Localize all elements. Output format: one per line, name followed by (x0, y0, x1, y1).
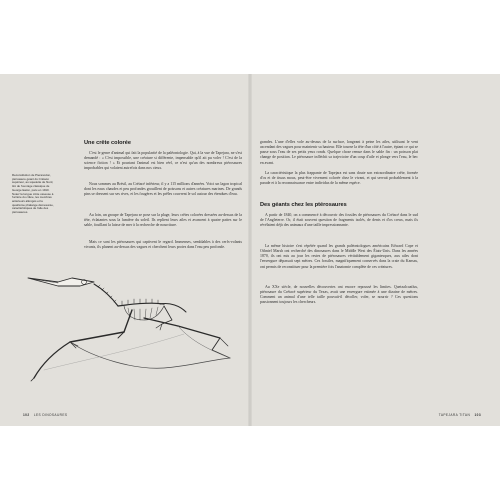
section-heading: Une crête colorée (84, 140, 131, 146)
section-heading: Des géants chez les ptérosaures (260, 202, 347, 208)
running-title: LES DINOSAURES (33, 413, 68, 417)
left-page (0, 74, 250, 426)
paragraph: Mais ce sont les ptérosaures qui captivent le regard. Immenses, semblables à des cerfs-volants vivants, ils planent au-dessus des vagues et cherchent leurs proies dans l'eau peu profonde. (84, 240, 242, 250)
book-spread (0, 74, 500, 426)
paragraph: Au loin, un groupe de Tapejara se pose sur la plage, leurs crêtes colorées dressées au-dessus de la tête, éclatantes sous la lumière du soleil. Ils replient leurs ailes et avancent à quatre pattes sur le sable, fouillant la laisse de mer à la recherche de nourriture. (84, 213, 242, 228)
paragraph: Nous sommes au Brésil, au Crétacé inférieur, il y a 115 millions d'années. Voici un lagon tropical dont les eaux chaudes et peu profondes grouillent de poissons et autres créatures marines. De grands pins se dressent sur ses rives, et les fougères et les prêles couvrent le sol autour des étendues d'eau. (84, 182, 242, 197)
right-page (250, 74, 500, 426)
figure-caption: Reconstitution de Pteranodon, ptérosaure géant du Crétacé supérieur, au squelette de Nord, tiré de l'ouvrage classique de George Eaton, paru en 1910. Notez la longue crête osseuse à l'arrière du crâne, les membres antérieurs allongés et la quatrième phalange démesurée, caractéristiques de l'aile des ptérosaures. (12, 173, 54, 215)
paragraph: grandes. L'une d'elles vole au-dessus de la surface, longeant à peine les ailes, utilisant le vent ascendant des vagues pour maintenir sa hauteur. Elle tourne la tête d'un côté à l'autre, épiant ce qui se passe sous l'eau de ses petits yeux ronds. Quelque chose remue dans le sable fin : un poisson plat change de position. Le ptérosaure infléchit sa trajectoire d'un coup d'aile et plonge vers l'eau, le bec en avant. (260, 140, 418, 165)
paragraph: Au XXe siècle, de nouvelles découvertes ont encore repoussé les limites. Quetzalcoatlus, ptérosaure du Crétacé supérieur du Texas, avait une envergure estimée à une dizaine de mètres. Comment un animal d'une telle taille pouvait-il décoller, voler, se nourrir ? Ces questions passionnent toujours les chercheurs. (260, 285, 418, 305)
page-footer (20, 413, 67, 417)
pteranodon-skeleton-illustration (14, 242, 244, 390)
running-title: TAPEJARA TITAN (438, 413, 471, 417)
page-number: 103 (474, 413, 481, 417)
paragraph: À partir de 1840, on a commencé à découvrir des fossiles de ptérosaures du Crétacé dans le sud de l'Angleterre. Or, il était souvent question de fragments isolés, de dents et d'os creux, mais ils révélaient déjà des animaux d'une taille impressionnante. (260, 213, 418, 228)
page-number: 102 (23, 413, 30, 417)
paragraph: La caractéristique la plus frappante de Tapejara est sans doute son extraordinaire crête, formée d'os et de tissus mous, peut-être vivement colorée chez le vivant, et qui servait probablement à la parade et à la reconnaissance entre individus de la même espèce. (260, 171, 418, 186)
page-footer (439, 413, 484, 417)
paragraph: C'est le genre d'animal qui fait la popularité de la paléontologie. Qui, à la vue de Tapejara, ne s'est demandé : « C'est impossible, une créature si différente, impensable qu'il ait pu voler ! C'est de la science fiction ! » Et pourtant l'animal est bien réel, ce n'est qu'un des nombreux ptérosaures improbables qui volaient autrefois dans nos cieux. (84, 151, 242, 171)
paragraph: La même histoire s'est répétée quand les grands paléontologues américains Edward Cope et Othniel Marsh ont recherché des dinosaures dans le Middle West des États-Unis. Dans les années 1870, ils ont mis au jour les restes de ptérosaures véritablement gigantesques, aux ailes dont l'envergure dépassait sept mètres. Ces fossiles, magnifiquement conservés dans la craie du Kansas, ont permis de reconstituer pour la première fois l'anatomie complète de ces créatures. (260, 244, 418, 269)
